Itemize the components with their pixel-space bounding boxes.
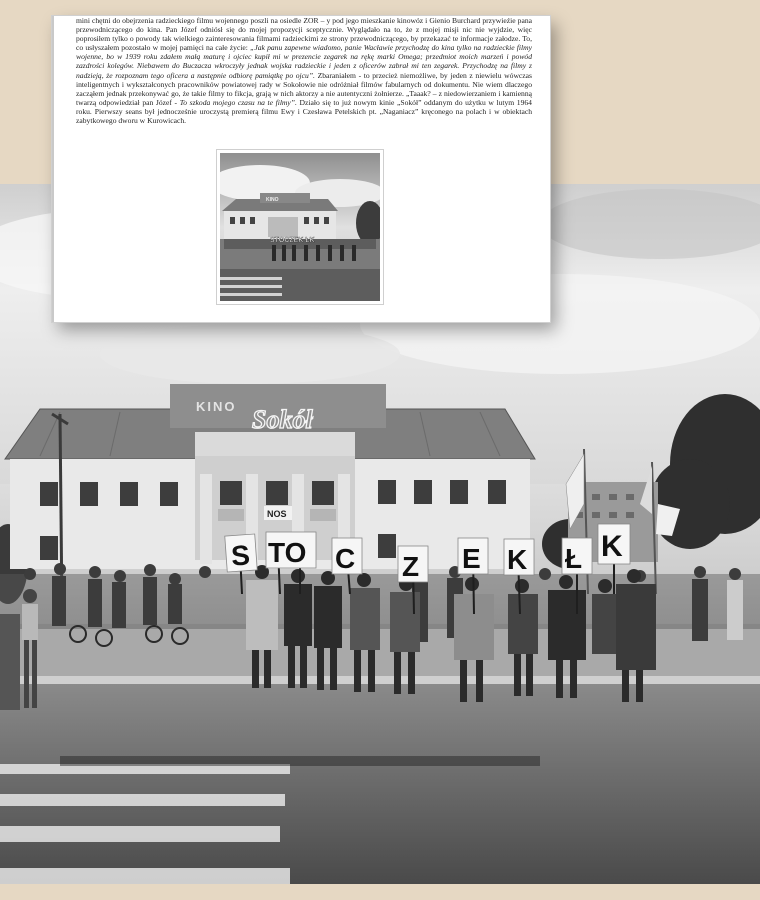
thumbnail-kino-sign: KINO: [266, 197, 279, 203]
article-text: [76, 16, 532, 125]
sokol-neon-sign: Sokół: [252, 405, 313, 434]
placard-letter: TO: [268, 537, 307, 568]
door-poster: NOS: [267, 509, 287, 519]
article-quote: To szkoda mojego czasu na te filmy”.: [179, 97, 297, 107]
road: [0, 684, 760, 884]
placard-letter: S: [230, 539, 251, 572]
placard-letter: K: [601, 530, 623, 563]
article-paragraph: Działo się to już nowym kinie „Sokół” oddanym do użytku w lutym 1964 roku. Pierwszy seans był jednocześnie uroczystą premierą filmu Ewy i Czesława Petelskich pt. „Naganiacz” kręconego na polach i w obiektach zabytkowego dworu w Kurowicach.: [76, 97, 532, 126]
thumbnail-placards: STOCZEK ŁK: [270, 237, 315, 244]
placard-letter: C: [335, 543, 356, 574]
kino-sign: KINO: [196, 399, 237, 414]
thumbnail-image[interactable]: [216, 149, 384, 305]
article-quote: „Jak panu zapewne wiadomo, panie Wacławie przychodzę do kina tylko na radzieckie filmy wojenne, bo w 1939 roku zdałem małą maturę i ojciec kupił mi w prezencie zegarek na rękę marki Omega; przedmiot moich marzeń i powód zazdrości kolegów. Niebawem do Buczacza wkroczyły jednak wojska radzieckie i jeden z oficerów zabrał mi ten zegarek. Przychodzę na filmy z nadzieją, że rozpoznam tego oficera a następnie odbiorę pamiątkę po ojcu”.: [76, 43, 532, 80]
placard-letter: Ł: [565, 543, 583, 574]
article-page: [52, 16, 550, 322]
placard-letter: E: [462, 543, 481, 574]
placard-letter: K: [507, 544, 528, 575]
article-paragraph: Zbaraniałem - to przecież niemożliwe, by jeden z niewielu wówczas inteligentnych i wykształconych pracowników powiatowej rady w Sokołowie nie odróżniał filmów fabularnych od dokumentu. Nie wiem dlaczego zacząłem jednak przekonywać go, że takie filmy to fikcja, grają w nich aktorzy a nie autentyczni żołnierze. „Taaak? – z niedowierzaniem i kamienną twarzą odpowiedział pan Józef -: [76, 70, 532, 107]
article-paragraph: mini chętni do obejrzenia radzieckiego filmu wojennego poszli na osiedle ZOR – y pod jego mieszkanie kinowóz i Gienio Burchard przywieźie pana przewodniczącego do kina. Pan Józef odniósł się do mojej propozycji sceptycznie. Wyglądało na to, że z mojej misji nic nie wyjdzie, więc poprosiłem tylko o powody tak wielkiego zainteresowania filmami radzieckimi ze strony przewodniczącego, by przekazać te informacje załodze. To, co usłyszałem pozostało w mojej pamięci na całe życie:: [76, 16, 532, 53]
placard-letter: Z: [402, 551, 420, 582]
